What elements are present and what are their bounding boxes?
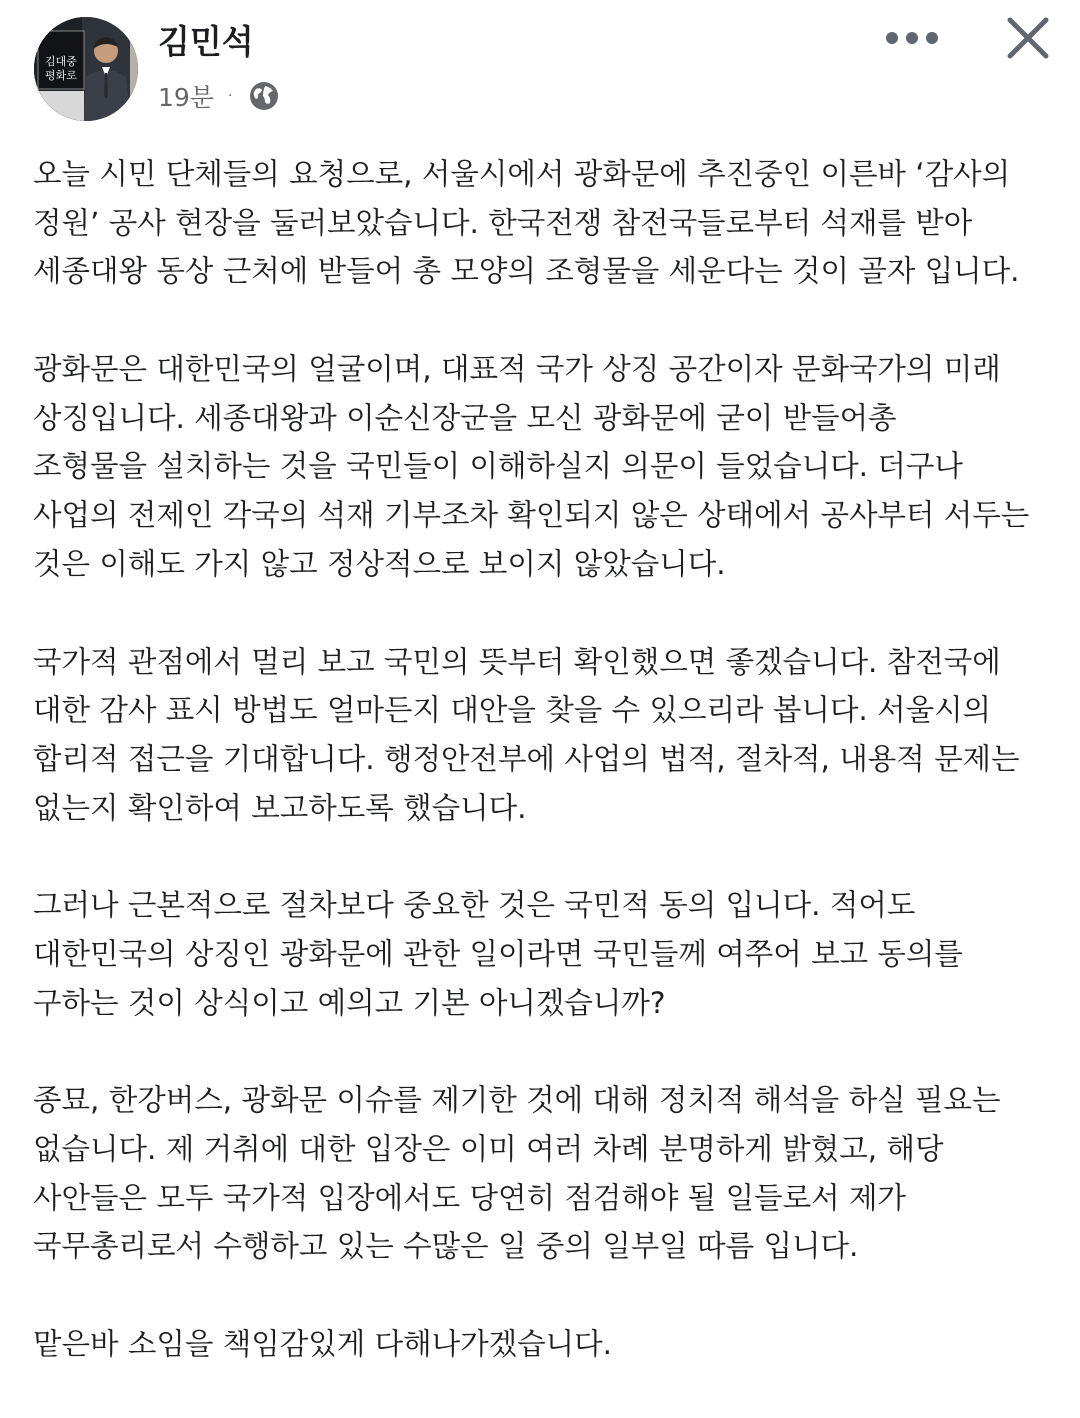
- post-text-line: 국가적 관점에서 멀리 보고 국민의 뜻부터 확인했으면 좋겠습니다. 참전국에: [33, 644, 1001, 679]
- post-text-line: 없습니다. 제 거취에 대한 입장은 이미 여러 차례 분명하게 밝혔고, 해당: [33, 1132, 944, 1166]
- post-text-line: 정원’ 공사 현장을 둘러보았습니다. 한국전쟁 참전국들로부터 석재를 받아: [33, 205, 973, 240]
- post-text-line: 그러나 근본적으로 절차보다 중요한 것은 국민적 동의 입니다. 적어도: [33, 888, 916, 923]
- post-meta: [158, 78, 280, 114]
- more-options-button[interactable]: [876, 18, 948, 58]
- close-icon: [1006, 16, 1050, 60]
- close-button[interactable]: [1000, 10, 1056, 66]
- avatar-poster-line1: 김대중: [45, 55, 77, 68]
- post-text-line: 대한민국의 상징인 광화문에 관한 일이라면 국민들께 여쭈어 보고 동의를: [33, 936, 963, 971]
- post-text-line: 상징입니다. 세종대왕과 이순신장군을 모신 광화문에 굳이 받들어￼총: [33, 400, 897, 435]
- post-paragraph: [33, 1076, 1063, 1271]
- avatar[interactable]: [34, 17, 138, 121]
- author-name[interactable]: 김민석: [158, 22, 254, 61]
- post-text-line: 사업의 전제인 각국의 석재 기부조차 확인되지 않은 상태에서 공사부터 서두는: [33, 498, 1030, 533]
- post-text-line: 세종대왕 동상 근처에 받들어 총 모양의 조형물을 세운다는 것이 골자 입니다.: [33, 254, 1020, 289]
- post-text-line: 종묘, 한강버스, 광화문 이슈를 제기한 것에 대해 정치적 해석을 하실 필요는: [33, 1083, 1001, 1118]
- post-body: [33, 150, 1063, 1418]
- avatar-photo: [34, 17, 138, 121]
- post-text-line: 것은 이해도 가지 않고 정상적으로 보이지 않았습니다.: [33, 546, 726, 581]
- post-text-line: 대한 감사 표시 방법도 얼마든지 대안을 찾을 수 있으리라 봅니다. 서울시의: [33, 693, 992, 728]
- globe-icon[interactable]: [248, 80, 280, 112]
- post-text-line: 광화문은 대한민국의 얼굴이며, 대표적 국가 상징 공간이자 문화국가의 미래: [33, 352, 1001, 387]
- post-paragraph: [33, 150, 1063, 296]
- post-paragraph: [33, 1320, 1063, 1369]
- post-paragraph: [33, 638, 1063, 833]
- post-text-line: 맡은바 소임을 책임감있게 다해나가겠습니다.: [33, 1327, 612, 1362]
- post-text-line: 구하는 것이 상식이고 예의고 기본 아니겠습니까?: [33, 985, 666, 1020]
- more-horizontal-icon: [885, 31, 939, 45]
- post-text-line: 조형물을 설치하는 것을 국민들이 이해하실지 의문이 들었습니다. 더구나: [33, 449, 963, 484]
- avatar-poster-line2: 평화로: [45, 69, 77, 82]
- post-paragraph: [33, 881, 1063, 1027]
- post-text-line: 국무총리로서 수행하고 있는 수많은 일 중의 일부일 따름 입니다.: [33, 1229, 859, 1264]
- meta-separator: ·: [227, 88, 233, 104]
- post-text-line: 사안들은 모두 국가적 입장에서도 당연히 점검해야 될 일들로서 제가: [33, 1180, 906, 1215]
- post-header: [0, 0, 1080, 130]
- post-paragraph: [33, 345, 1063, 588]
- post-text-line: 없는지 확인하여 보고하도록 했습니다.: [33, 790, 527, 825]
- post-text-line: 합리적 접근을 기대합니다. 행정안전부에 사업의 법적, 절차적, 내용적 문제는: [33, 741, 1020, 776]
- post-timestamp[interactable]: 19분: [158, 83, 214, 112]
- post-text-line: 오늘 시민 단체들의 요청으로, 서울시에서 광화문에 추진중인 이른바 ‘감사의: [33, 157, 1011, 191]
